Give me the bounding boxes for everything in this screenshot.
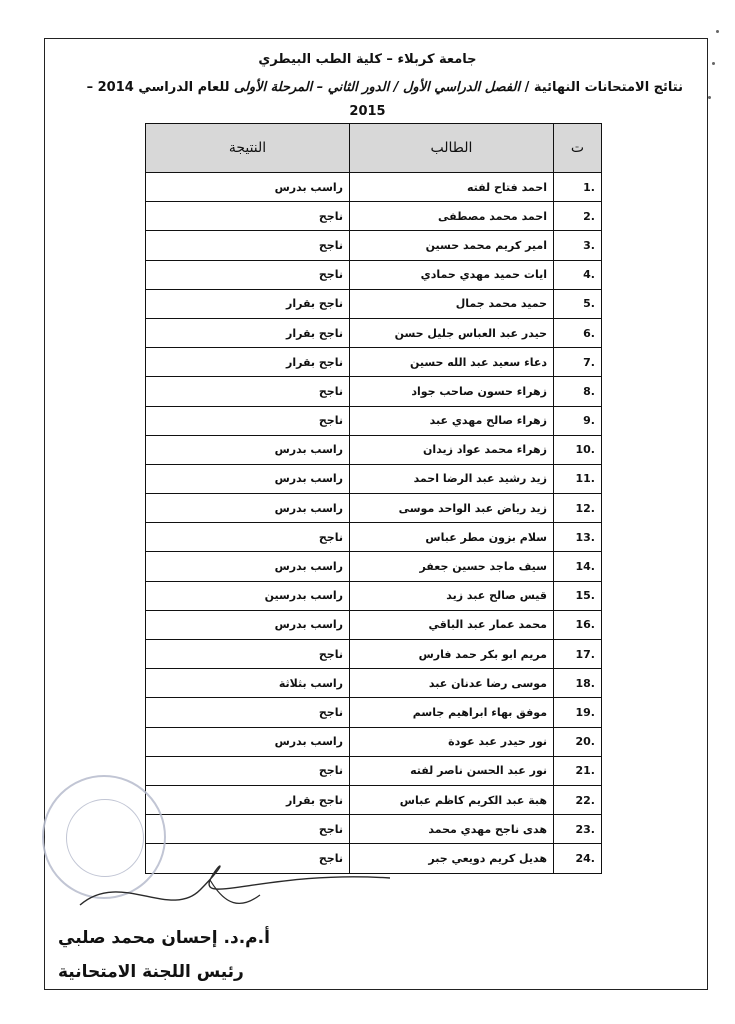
result-cell: ناجح (146, 202, 350, 231)
table-row (146, 260, 602, 289)
row-number: 18. (554, 669, 602, 698)
results-title-suffix: للعام الدراسي 2014 – (86, 80, 235, 95)
table-row (146, 406, 602, 435)
student-name: مريم ابو بكر حمد فارس (350, 640, 554, 669)
table-row (146, 231, 602, 260)
scan-speck (712, 62, 715, 65)
student-name: احمد محمد مصطفى (350, 202, 554, 231)
table-row (146, 289, 602, 318)
table-row (146, 610, 602, 639)
table-row (146, 756, 602, 785)
row-number: 10. (554, 435, 602, 464)
table-row (146, 318, 602, 347)
table-row (146, 785, 602, 814)
student-name: زهراء محمد عواد زيدان (350, 435, 554, 464)
table-row (146, 435, 602, 464)
result-cell: راسب بدرس (146, 552, 350, 581)
row-number: 8. (554, 377, 602, 406)
student-name: هديل كريم دويعي جبر (350, 844, 554, 873)
row-number: 15. (554, 581, 602, 610)
result-cell: ناجح (146, 698, 350, 727)
student-name: قيس صالح عبد زيد (350, 581, 554, 610)
table-row (146, 698, 602, 727)
row-number: 14. (554, 552, 602, 581)
student-name: حميد محمد جمال (350, 289, 554, 318)
result-cell: ناجح بقرار (146, 785, 350, 814)
header-student: الطالب (350, 124, 554, 173)
table-header-row (146, 124, 602, 173)
signatory-name: أ.م.د. إحسان محمد صلبي (58, 928, 270, 948)
row-number: 19. (554, 698, 602, 727)
results-title-bold: الفصل الدراسي الأول / الدور الثاني – المرحلة الأولى (234, 80, 521, 95)
scan-speck (708, 96, 711, 99)
student-name: موسى رضا عدنان عبد (350, 669, 554, 698)
student-name: سلام بزون مطر عباس (350, 523, 554, 552)
student-name: زهراء حسون صاحب جواد (350, 377, 554, 406)
row-number: 22. (554, 785, 602, 814)
header-num: ت (554, 124, 602, 173)
result-cell: راسب بثلاثة (146, 669, 350, 698)
table-row (146, 202, 602, 231)
student-name: زيد رياض عبد الواحد موسى (350, 494, 554, 523)
table-row (146, 815, 602, 844)
university-title: جامعة كربلاء – كلية الطب البيطري (258, 52, 477, 67)
result-cell: راسب بدرس (146, 435, 350, 464)
student-name: سيف ماجد حسين جعفر (350, 552, 554, 581)
student-name: احمد فتاح لفته (350, 173, 554, 202)
result-cell: ناجح بقرار (146, 348, 350, 377)
student-name: امير كريم محمد حسين (350, 231, 554, 260)
row-number: 1. (554, 173, 602, 202)
result-cell: راسب بدرس (146, 464, 350, 493)
scan-speck (716, 30, 719, 33)
result-cell: راسب بدرس (146, 610, 350, 639)
table-row (146, 173, 602, 202)
result-cell: ناجح بقرار (146, 318, 350, 347)
result-cell: ناجح (146, 815, 350, 844)
student-name: زيد رشيد عبد الرضا احمد (350, 464, 554, 493)
row-number: 7. (554, 348, 602, 377)
row-number: 24. (554, 844, 602, 873)
row-number: 4. (554, 260, 602, 289)
row-number: 17. (554, 640, 602, 669)
results-title (43, 80, 683, 95)
student-name: زهراء صالح مهدي عبد (350, 406, 554, 435)
row-number: 6. (554, 318, 602, 347)
student-name: هبة عبد الكريم كاظم عباس (350, 785, 554, 814)
row-number: 3. (554, 231, 602, 260)
results-title-year: 2015 (349, 104, 386, 119)
result-cell: ناجح (146, 260, 350, 289)
result-cell: راسب بدرس (146, 727, 350, 756)
result-cell: راسب بدرسين (146, 581, 350, 610)
row-number: 21. (554, 756, 602, 785)
row-number: 5. (554, 289, 602, 318)
row-number: 20. (554, 727, 602, 756)
signatory-title: رئيس اللجنة الامتحانية (58, 962, 244, 982)
table-row (146, 464, 602, 493)
result-cell: ناجح (146, 523, 350, 552)
table-row (146, 552, 602, 581)
row-number: 13. (554, 523, 602, 552)
student-name: ايات حميد مهدي حمادي (350, 260, 554, 289)
table-row (146, 727, 602, 756)
student-name: حيدر عبد العباس جليل حسن (350, 318, 554, 347)
results-table (145, 123, 602, 874)
table-row (146, 669, 602, 698)
result-cell: راسب بدرس (146, 173, 350, 202)
student-name: هدى ناجح مهدي محمد (350, 815, 554, 844)
signature-scribble (60, 850, 400, 930)
table-row (146, 640, 602, 669)
row-number: 9. (554, 406, 602, 435)
row-number: 16. (554, 610, 602, 639)
result-cell: ناجح (146, 231, 350, 260)
table-row (146, 348, 602, 377)
student-name: دعاء سعيد عبد الله حسين (350, 348, 554, 377)
student-name: نور عبد الحسن ناصر لفته (350, 756, 554, 785)
table-row (146, 523, 602, 552)
student-name: موفق بهاء ابراهيم جاسم (350, 698, 554, 727)
row-number: 23. (554, 815, 602, 844)
table-row (146, 581, 602, 610)
student-name: محمد عمار عبد الباقي (350, 610, 554, 639)
header-result: النتيجة (146, 124, 350, 173)
table-row (146, 377, 602, 406)
results-title-prefix: نتائج الامتحانات النهائية / (520, 80, 683, 95)
row-number: 2. (554, 202, 602, 231)
row-number: 12. (554, 494, 602, 523)
result-cell: ناجح (146, 640, 350, 669)
student-name: نور حيدر عبد عودة (350, 727, 554, 756)
result-cell: ناجح (146, 377, 350, 406)
table-row (146, 494, 602, 523)
result-cell: ناجح (146, 844, 350, 873)
result-cell: ناجح (146, 406, 350, 435)
result-cell: ناجح بقرار (146, 289, 350, 318)
result-cell: ناجح (146, 756, 350, 785)
row-number: 11. (554, 464, 602, 493)
result-cell: راسب بدرس (146, 494, 350, 523)
